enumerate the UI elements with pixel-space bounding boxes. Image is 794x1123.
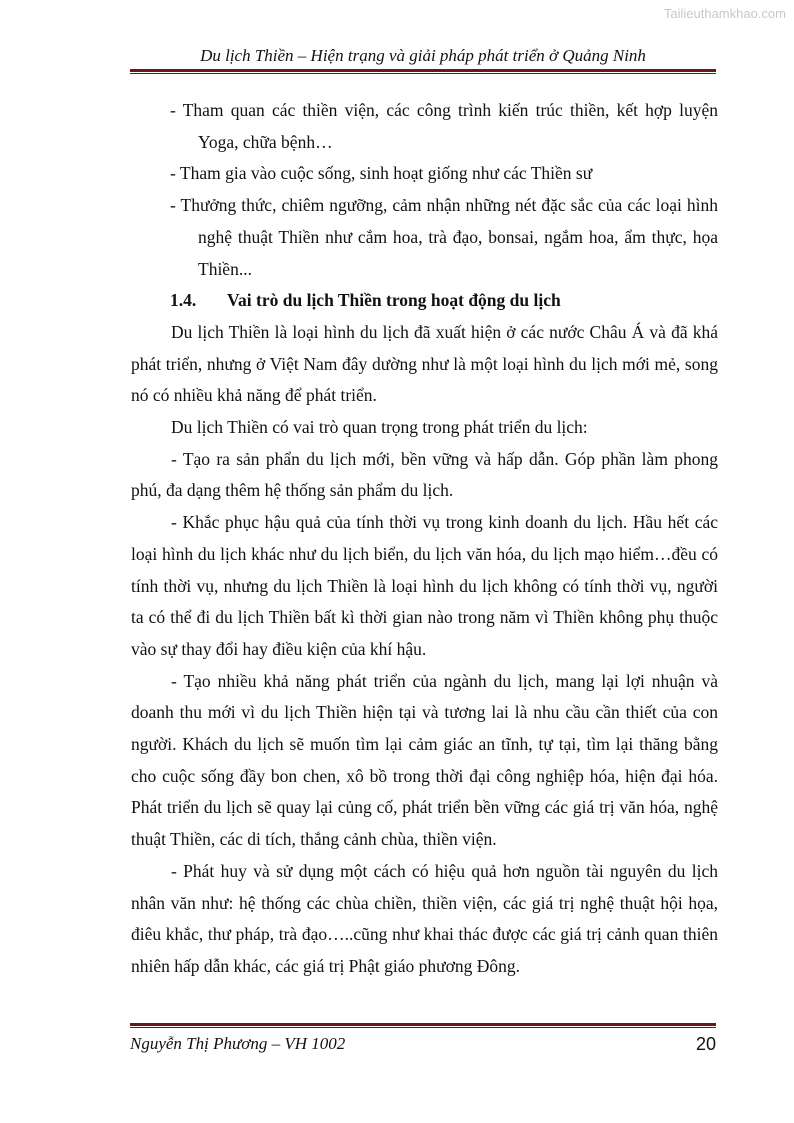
watermark: Tailieuthamkhao.com <box>663 6 786 21</box>
paragraph: - Phát huy và sử dụng một cách có hiệu quả hơn nguồn tài nguyên du lịch nhân văn như: hệ thống các chùa chiền, thiền viện, các giá trị nghệ thuật hội họa, điêu khắc, thư pháp, trà đạo…..cũng như khai thác được các giá trị cảnh quan thiên nhiên hấp dẫn khác, các giá trị Phật giáo phương Đông. <box>131 860 718 976</box>
page-body <box>131 95 718 983</box>
page-number: 20 <box>695 1034 716 1054</box>
footer-author: Nguyễn Thị Phương – VH 1002 <box>130 1034 346 1053</box>
bullet-item: - Tham gia vào cuộc sống, sinh hoạt giống như các Thiền sư <box>170 163 593 184</box>
page-footer <box>130 1034 716 1054</box>
bullet-item: - Thưởng thức, chiêm ngưỡng, cảm nhận những nét đặc sắc của các loại hình nghệ thuật Thiền như cắm hoa, trà đạo, bonsai, ngắm hoa, ẩm thực, họa Thiền... <box>170 195 718 279</box>
paragraph: Du lịch Thiền có vai trò quan trọng trong phát triển du lịch: <box>171 417 588 438</box>
paragraph: Du lịch Thiền là loại hình du lịch đã xuất hiện ở các nước Châu Á và đã khá phát triển, nhưng ở Việt Nam đây dường như là một loại hình du lịch mới mẻ, song nó có nhiều khả năng để phát triển. <box>131 321 718 406</box>
footer-rule <box>130 1023 716 1028</box>
paragraph: - Tạo ra sản phẩn du lịch mới, bền vững và hấp dẫn. Góp phần làm phong phú, đa dạng thêm hệ thống sản phẩm du lịch. <box>131 448 718 501</box>
paragraph: - Khắc phục hậu quả của tính thời vụ trong kinh doanh du lịch. Hầu hết các loại hình du lịch khác như du lịch biển, du lịch văn hóa, du lịch mạo hiểm…đều có tính thời vụ, nhưng du lịch Thiền là loại hình du lịch không có tính thời vụ, người ta có thể đi du lịch Thiền bất kì thời gian nào trong năm vì Thiền không phụ thuộc vào sự thay đổi hay điều kiện của khí hậu. <box>131 512 718 659</box>
bullet-item: - Tham quan các thiền viện, các công trình kiến trúc thiền, kết hợp luyện Yoga, chữa bệnh… <box>170 100 718 152</box>
paragraph: - Tạo nhiều khả năng phát triển của ngành du lịch, mang lại lợi nhuận và doanh thu mới vì du lịch Thiền hiện tại và tương lai là nhu cầu cần thiết của con người. Khách du lịch sẽ muốn tìm lại cảm giác an tĩnh, tự tại, tìm lại thăng bằng cho cuộc sống đầy bon chen, xô bồ trong thời đại công nghiệp hóa, hiện đại hóa. Phát triển du lịch sẽ quay lại củng cố, phát triển bền vững các giá trị văn hóa, nghệ thuật Thiền, các di tích, thắng cảnh chùa, thiền viện. <box>131 670 718 850</box>
running-header: Du lịch Thiền – Hiện trạng và giải pháp phát triển ở Quảng Ninh <box>200 46 646 65</box>
section-heading <box>131 285 718 317</box>
section-number: 1.4. <box>170 290 197 311</box>
header-rule <box>130 69 716 74</box>
section-title: Vai trò du lịch Thiền trong hoạt động du lịch <box>227 290 561 311</box>
